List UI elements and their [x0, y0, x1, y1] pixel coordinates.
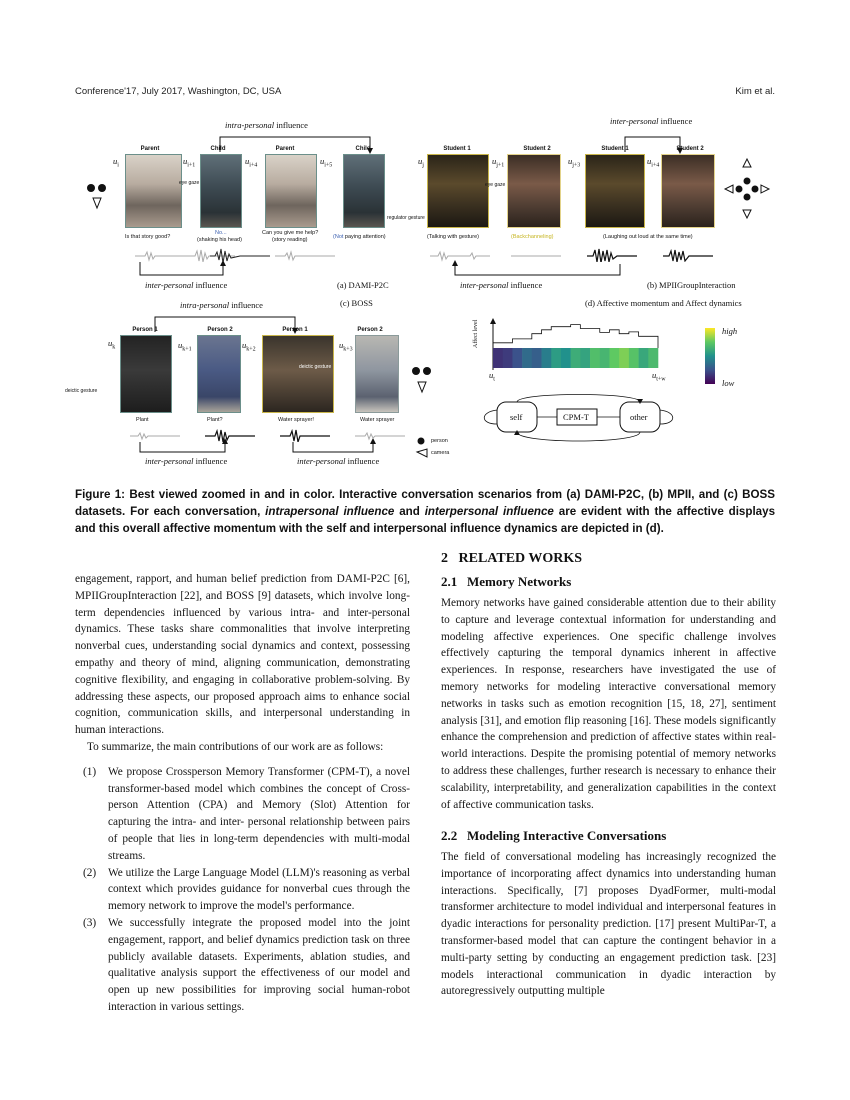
list-item: (1) We propose Crossperson Memory Transformer (CPM-T), a novel transformer-based model which combines the concept of Cross-person Attention (CPA) and Memory (Slot) Attention for capturing the intra- and inter- personal relationship between pairs of people that lies in long-term dependencies with multi-modal streams. — [83, 765, 410, 862]
affect-step-line — [493, 325, 658, 348]
deictic-gesture-label: deictic gesture — [65, 388, 98, 394]
a-person-label: Child — [210, 146, 226, 152]
utterance-text: Is that story good? — [125, 234, 171, 240]
heatmap-cell — [522, 348, 532, 368]
photo-student-1 — [585, 154, 645, 228]
heatmap-cell — [503, 348, 513, 368]
self-node: self — [510, 412, 523, 422]
utterance-text: (Laughing out loud at the same time) — [603, 234, 693, 240]
list-item: (2) We utilize the Large Language Model (LLM)'s reasoning as verbal context which provides guidance for nonverbal cues through the memory network to improve the model's performance. — [83, 866, 410, 913]
heatmap-cell — [609, 348, 619, 368]
audio-waveform — [663, 248, 713, 262]
audio-waveform — [130, 428, 180, 442]
utterance-id: $u_j$ — [418, 156, 424, 169]
running-header-left: Conference'17, July 2017, Washington, DC, USA — [75, 86, 282, 97]
utterance-id: $u_i$ — [113, 156, 119, 169]
panel-c-label: (c) BOSS — [340, 298, 373, 308]
photo-person-1 — [262, 335, 334, 413]
affect-u-start: $u_t$ — [489, 370, 495, 383]
utterance-id: $u_{k+3}$ — [339, 340, 353, 353]
photo-child — [200, 154, 242, 228]
heatmap-cell — [600, 348, 610, 368]
c-person-label: Person 2 — [207, 327, 233, 333]
photo-person-2 — [197, 335, 241, 413]
other-node: other — [630, 412, 648, 422]
audio-waveform — [275, 248, 335, 262]
photo-person-1 — [120, 335, 172, 413]
legend-person: person — [431, 438, 448, 444]
cpmt-node: CPM-T — [563, 412, 589, 422]
paragraph: To summarize, the main contributions of our work are as follows: — [87, 740, 384, 753]
a-person-label: Parent — [275, 146, 295, 152]
heatmap-cell — [561, 348, 571, 368]
audio-waveform — [430, 248, 490, 262]
utterance-id: $u_{k+2}$ — [242, 340, 256, 353]
c-person-label: Person 1 — [132, 327, 158, 333]
a-person-label: Child — [355, 146, 371, 152]
colorbar-high-label: high — [722, 326, 738, 336]
utterance-id: $u_{i+1}$ — [183, 156, 196, 169]
audio-waveform — [280, 428, 330, 442]
paragraph: engagement, rapport, and human belief prediction from DAMI-P2C [6], MPIIGroupInteraction [22], and BOSS [9] datasets, which involve long-term dependencies influenced by various intra- and inter-personal dynamics. These tasks share commonalities that involve interpreting nonverbal cues, understanding social dynamics and context, possessing empathy and theory of mind, aligning communication, demonstrating cognitive flexibility, and engaging in collaborative problem-solving. By addressing these aspects, our proposed approach aims to enhance social cognition, communication skills, and interpersonal understanding in human interactions. — [75, 573, 410, 737]
a-top-arrow-label: intra-personal influence — [225, 120, 308, 130]
c-bottom-arrow-label: inter-personal influence — [297, 456, 380, 466]
heatmap-cell — [619, 348, 629, 368]
affect-heatmap — [493, 348, 658, 368]
audio-waveform — [210, 248, 270, 262]
heatmap-cell — [542, 348, 552, 368]
utterance-id: $u_{i+5}$ — [320, 156, 333, 169]
heatmap-cell — [590, 348, 600, 368]
b-person-label: Student 1 — [601, 146, 629, 152]
utterance-id: $u_{j+1}$ — [492, 156, 505, 169]
utterance-text: Plant — [136, 417, 149, 423]
photo-student-1 — [427, 154, 489, 228]
regulator-gesture-label: regulator gesture — [387, 215, 425, 221]
utterance-id: $u_{i+4}$ — [647, 156, 660, 169]
left-column — [75, 571, 410, 1016]
utterance-id: $u_{i+4}$ — [245, 156, 258, 169]
section-heading: 2 RELATED WORKS — [441, 551, 583, 566]
heatmap-cell — [532, 348, 542, 368]
paragraph: Memory networks have gained considerable attention due to their ability to capture and leverage contextual information for understanding and modeling affective experiences. One specific challenge involves effectively capturing the temporal dynamics inherent in affective experiences. In response, researchers have investigated the use of memory networks for modeling interactive conversational memory networks in tasks such as emotion recognition [15, 18, 27], sentiment analysis [31], and emotion flip reasoning [16]. These models significantly enhance the comprehension and prediction of affective states within real-world interactions. Despite the promising potential of memory networks to address these challenges, further research is necessary to enhance their scalability, interpretability, and generalization capabilities in the context of affective communication tasks. — [441, 597, 776, 811]
audio-waveform — [355, 428, 405, 442]
utterance-text: Water sprayer — [360, 417, 395, 423]
heatmap-cell — [639, 348, 649, 368]
photo-student-2 — [507, 154, 561, 228]
subsection-heading: 2.2 Modeling Interactive Conversations — [441, 828, 667, 843]
affect-yaxis-label: Affect level — [473, 319, 479, 348]
utterance-text: (Not paying attention) — [333, 234, 386, 240]
photo-student-2 — [661, 154, 715, 228]
c-top-arrow-label: intra-personal influence — [180, 300, 263, 310]
utterance-id: $u_{k+1}$ — [178, 340, 192, 353]
running-header-right: Kim et al. — [735, 86, 775, 97]
photo-child — [343, 154, 385, 228]
figure-1 — [65, 112, 775, 472]
c-person-label: Person 2 — [357, 327, 383, 333]
panel-a-label: (a) DAMI-P2C — [337, 280, 389, 290]
a-person-label: Parent — [140, 146, 160, 152]
utterance-text: Water sprayer! — [278, 417, 314, 423]
b-person-label: Student 2 — [676, 146, 704, 152]
c-person-label: Person 1 — [282, 327, 308, 333]
contribution-list — [75, 764, 410, 1016]
figure-caption: Figure 1: Best viewed zoomed in and in color. Interactive conversation scenarios from (a) DAMI-P2C, (b) MPII, and (c) BOSS datasets. For each conversation, intrapersonal influence and interpersonal influence are evident with the affective displays and this overall affective momentum with the self and interpersonal influence dynamics are depicted in (d). — [75, 488, 776, 535]
utterance-text: (Talking with gesture) — [427, 234, 479, 240]
utterance-text: (Backchanneling) — [511, 234, 554, 240]
heatmap-cell — [580, 348, 590, 368]
heatmap-cell — [571, 348, 581, 368]
legend-camera: camera — [431, 450, 450, 456]
audio-waveform — [587, 248, 637, 262]
b-person-label: Student 2 — [523, 146, 551, 152]
heatmap-cell — [629, 348, 639, 368]
audio-waveform — [205, 428, 255, 442]
audio-waveform — [511, 248, 561, 262]
subsection-heading: 2.1 Memory Networks — [441, 574, 572, 589]
utterance-text: (story reading) — [272, 237, 308, 243]
a-bottom-arrow-label: inter-personal influence — [145, 280, 228, 290]
deictic-gesture-label: deictic gesture — [299, 364, 332, 370]
eye-gaze-label: eye gaze — [485, 182, 506, 188]
photo-parent — [265, 154, 317, 228]
utterance-text: Can you give me help? — [262, 230, 319, 236]
panel-d-label: (d) Affective momentum and Affect dynamics — [585, 298, 742, 308]
heatmap-cell — [551, 348, 561, 368]
panel-b-label: (b) MPIIGroupInteraction — [647, 280, 736, 290]
affect-u-end: $u_{t+w}$ — [652, 370, 666, 383]
paragraph: The field of conversational modeling has increasingly recognized the importance of incorporating affect dynamics into understanding human interactions. Specifically, [7] proposes DyadFormer, multi-modal transformer architecture to model individual and interpersonal features in dyadic interactions for personality prediction. [17] present MultiPar-T, a transformer-based model that can capture the contingent behavior in a multi-party setting by conducting an engagement prediction task. [23] models interactional communication in dyadic interaction by autoregressively outputting multiple — [441, 851, 776, 998]
utterance-text: (shaking his head) — [197, 237, 242, 243]
photo-parent — [125, 154, 182, 228]
eye-gaze-label: eye gaze — [179, 180, 200, 186]
heatmap-cell — [512, 348, 522, 368]
heatmap-cell — [648, 348, 658, 368]
utterance-text: Plant? — [207, 417, 223, 423]
photo-person-2 — [355, 335, 399, 413]
list-item: (3) We successfully integrate the proposed model into the joint engagement, rapport, and belief dynamics prediction task on three publicly available datasets. Experiments, ablation studies, and qualitative analysis support the effectiveness of our model and open up new possibilities for improving social human-robot interaction in various settings. — [83, 916, 410, 1013]
b-person-label: Student 1 — [443, 146, 471, 152]
utterance-id: $u_{j+3}$ — [568, 156, 581, 169]
utterance-id: $u_k$ — [108, 338, 116, 351]
b-top-arrow-label: inter-personal influence — [610, 116, 693, 126]
c-bottom-arrow-label: inter-personal influence — [145, 456, 228, 466]
utterance-text: No... — [215, 230, 227, 236]
colorbar-low-label: low — [722, 378, 735, 388]
heatmap-cell — [493, 348, 503, 368]
b-bottom-arrow-label: inter-personal influence — [460, 280, 543, 290]
